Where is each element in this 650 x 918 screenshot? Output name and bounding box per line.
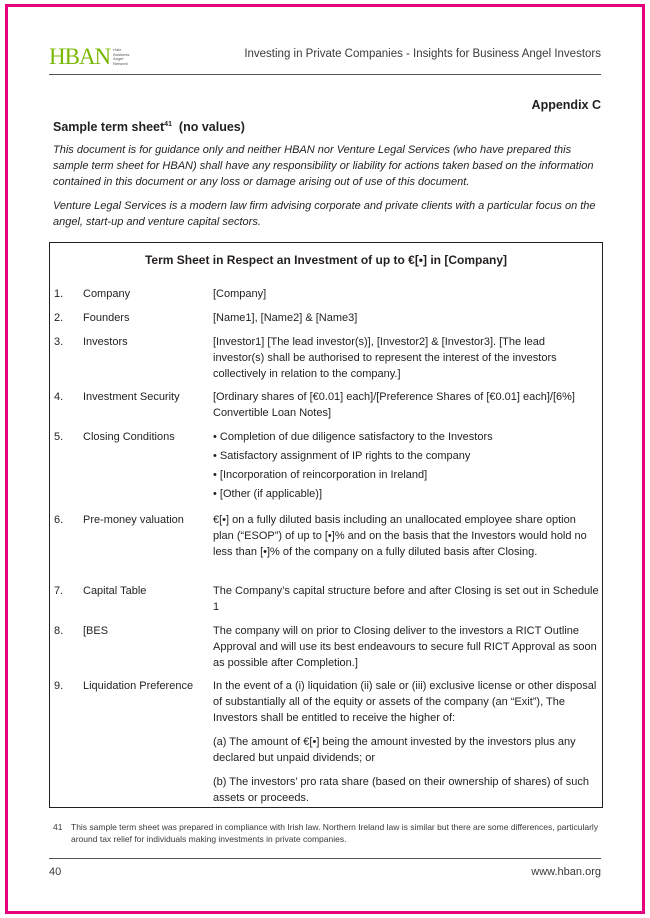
header-divider (49, 74, 601, 75)
footnote: 41 This sample term sheet was prepared in compliance with Irish law. Northern Ireland law is similar but there are some differences, particularly around tax relief for individuals making investments in private companies. (53, 822, 599, 844)
footer-website: www.hban.org (531, 866, 601, 878)
hban-logo (49, 46, 129, 68)
page-number: 40 (49, 866, 62, 878)
about-paragraph: Venture Legal Services is a modern law firm advising corporate and private clients with a particular focus on the angel, start-up and venture capital sectors. (53, 200, 596, 228)
list-item: • Completion of due diligence satisfactory to the Investors (213, 431, 493, 443)
liquidation-paragraph: (a) The amount of €[•] being the amount invested by the investors plus any declared but unpaid dividends; or (213, 736, 576, 764)
liquidation-paragraph: (b) The investors’ pro rata share (based on their ownership of shares) of such assets or proceeds. (213, 776, 590, 804)
footer-divider (49, 858, 601, 859)
list-item: • [Incorporation of reincorporation in Ireland] (213, 469, 428, 481)
appendix-label: Appendix C (531, 98, 601, 112)
disclaimer-paragraph: This document is for guidance only and neither HBAN nor Venture Legal Services (who have prepared this sample term sheet for HBAN) shall have any responsibility or liability for actions taken based on the information contained in this document or any loss or damage arising out of use of this document. (53, 144, 594, 188)
footnote-ref: 41 (164, 120, 172, 128)
logo-subtitle: Halo Business Angel Network (113, 47, 130, 66)
page-heading: Sample term sheet$^{41}$ (no values) (53, 120, 245, 134)
table-title: Term Sheet in Respect an Investment of up to €[•] in [Company] (144, 253, 508, 267)
term-sheet-table: Term Sheet in Respect an Investment of up to €[•] in [Company] 1. Company [Company] 2. Founders [Name1], [Name2] & [Name3] 3. Investors [Investor1] [The lead investor(s)], [Investor2] & [Investor3]. [The lead investor(s) shall be authorised to represent the interest of the investors collectively in relation to the company.] 4. Investment Security [Ordinary shares of [€0.01] each]/[Preference Shares of [€0.01] each]/[6%] Convertible Loan Notes] 5. Closing Conditions • Completion of due diligence satisfactory to the Investors • Satisfactory assignment of IP rights to the company • [Incorporation of reincorporation in Ireland] • [Other (if applicable)] 6. Pre-money valuation €[•] on a fully diluted basis including an unallocated employee share option plan (“ESOP”) of up to [•]% and on the basis that the Investors would hold no less than [•]% of the company on a fully diluted basis after Closing. 7. Capital Table The Company’s capital structure before and after Closing is set out in Schedule 1 8. [BES The company will on prior to Closing deliver to the investors a RICT Outline Approval and will use its best endeavours to secure full RICT Approval as soon as possible after Completion.] 9. Liquidation Preference In the event of a (i) liquidation (ii) sale or (iii) exclusive license or other disposal of substantially all of the equity or assets of the company (an “Exit”), The Investors shall be entitled to receive the higher of: (a) The amount of €[•] being the amount invested by the investors plus any declared but unpaid dividends; or (b) The investors’ pro rata share (based on their ownership of shares) of such assets or proceeds. (49, 242, 603, 808)
list-item: • [Other (if applicable)] (213, 488, 323, 500)
logo-wordmark: HBAN (49, 44, 111, 69)
liquidation-paragraph: In the event of a (i) liquidation (ii) sale or (iii) exclusive license or other disposal of substantially all of the equity or assets of the company (an “Exit”), The Investors shall be entitled to receive the higher of: (213, 680, 597, 724)
header-title: Investing in Private Companies - Insights for Business Angel Investors (244, 48, 601, 60)
list-item: • Satisfactory assignment of IP rights to the company (213, 450, 471, 462)
